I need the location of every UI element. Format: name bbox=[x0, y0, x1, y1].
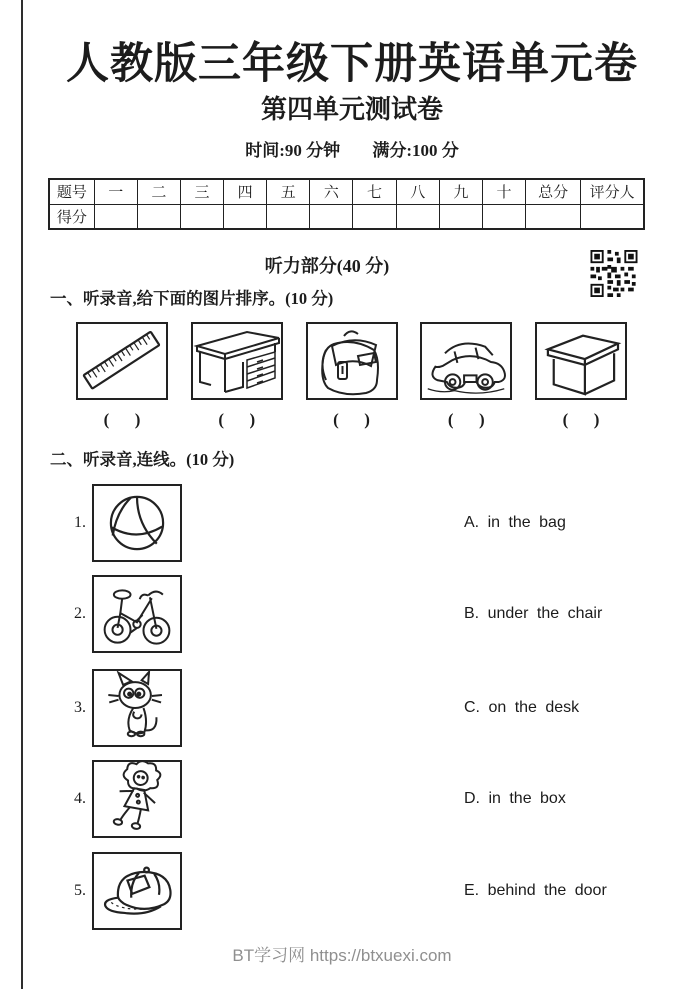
header-cell-total: 总分 bbox=[526, 179, 581, 204]
score-row-label: 得分 bbox=[49, 204, 94, 229]
score-cell bbox=[396, 204, 439, 229]
match-option-c: C. on the desk bbox=[464, 699, 580, 716]
picture-box-cat bbox=[92, 669, 182, 747]
match-item-1 bbox=[62, 484, 674, 562]
picture-box-desk bbox=[191, 322, 283, 400]
cat-image bbox=[96, 671, 178, 745]
answer-blank-4: ( ) bbox=[447, 410, 485, 429]
picture-box-doll bbox=[92, 760, 182, 838]
header-cell-8: 八 bbox=[396, 179, 439, 204]
header-cell-9: 九 bbox=[439, 179, 482, 204]
car-image bbox=[422, 324, 510, 398]
full-score-label: 满分:100 分 bbox=[372, 141, 459, 160]
score-table-header-row bbox=[49, 179, 644, 204]
header-cell-grader: 评分人 bbox=[581, 179, 644, 204]
header-cell-2: 二 bbox=[137, 179, 180, 204]
ball-image bbox=[95, 487, 179, 559]
picture-box-car bbox=[420, 322, 512, 400]
match-item-4 bbox=[62, 760, 674, 838]
picture-box-ball bbox=[92, 484, 182, 562]
left-margin-line bbox=[21, 0, 23, 989]
answer-blank-1: ( ) bbox=[103, 410, 141, 429]
footer-site-link[interactable]: BT学习网 https://btxuexi.com bbox=[232, 946, 452, 965]
section1-heading: 一、听录音,给下面的图片排序。(10 分) bbox=[50, 289, 334, 308]
box-image bbox=[537, 324, 625, 398]
match-number: 3. bbox=[74, 699, 86, 716]
header-cell-tihao: 题号 bbox=[49, 179, 94, 204]
section1-picture-row bbox=[76, 322, 627, 400]
picture-box-bicycle bbox=[92, 575, 182, 653]
match-number: 5. bbox=[74, 882, 86, 899]
header-cell-1: 一 bbox=[94, 179, 137, 204]
score-cell bbox=[137, 204, 180, 229]
match-item-5 bbox=[62, 852, 674, 930]
header-cell-5: 五 bbox=[267, 179, 310, 204]
score-table-score-row bbox=[49, 204, 644, 229]
score-table bbox=[48, 178, 645, 230]
score-cell bbox=[482, 204, 525, 229]
score-cell bbox=[310, 204, 353, 229]
exam-meta bbox=[30, 136, 674, 161]
picture-box-ruler bbox=[76, 322, 168, 400]
cap-image bbox=[95, 855, 179, 927]
match-item-2 bbox=[62, 575, 674, 653]
section1-answer-row bbox=[76, 410, 627, 430]
unit-subtitle: 第四单元测试卷 bbox=[260, 95, 443, 124]
match-option-e: E. behind the door bbox=[464, 882, 607, 899]
score-cell bbox=[353, 204, 396, 229]
doll-image bbox=[96, 762, 178, 836]
score-cell bbox=[94, 204, 137, 229]
header-cell-3: 三 bbox=[180, 179, 223, 204]
match-option-b: B. under the chair bbox=[464, 605, 603, 622]
qr-code-icon bbox=[590, 250, 638, 297]
section2-heading: 二、听录音,连线。(10 分) bbox=[50, 450, 235, 469]
answer-blank-5: ( ) bbox=[562, 410, 600, 429]
picture-box-schoolbag bbox=[306, 322, 398, 400]
schoolbag-image bbox=[308, 324, 396, 398]
match-item-3 bbox=[62, 669, 674, 747]
score-cell bbox=[180, 204, 223, 229]
match-number: 2. bbox=[74, 605, 86, 622]
match-number: 4. bbox=[74, 790, 86, 807]
time-label: 时间:90 分钟 bbox=[245, 141, 341, 160]
header-cell-7: 七 bbox=[353, 179, 396, 204]
header-cell-6: 六 bbox=[310, 179, 353, 204]
score-cell bbox=[439, 204, 482, 229]
match-number: 1. bbox=[74, 514, 86, 531]
score-cell-grader bbox=[581, 204, 644, 229]
picture-box-box bbox=[535, 322, 627, 400]
header-cell-4: 四 bbox=[224, 179, 267, 204]
picture-box-cap bbox=[92, 852, 182, 930]
ruler-image bbox=[78, 324, 166, 398]
answer-blank-2: ( ) bbox=[218, 410, 256, 429]
bicycle-image bbox=[94, 577, 180, 651]
score-cell bbox=[224, 204, 267, 229]
page-title: 人教版三年级下册英语单元卷 bbox=[66, 41, 638, 88]
score-cell-total bbox=[526, 204, 581, 229]
listening-part-title: 听力部分(40 分) bbox=[264, 256, 390, 276]
header-cell-10: 十 bbox=[482, 179, 525, 204]
match-option-d: D. in the box bbox=[464, 790, 566, 807]
desk-image bbox=[193, 324, 281, 398]
score-cell bbox=[267, 204, 310, 229]
match-option-a: A. in the bag bbox=[464, 514, 566, 531]
answer-blank-3: ( ) bbox=[333, 410, 370, 429]
